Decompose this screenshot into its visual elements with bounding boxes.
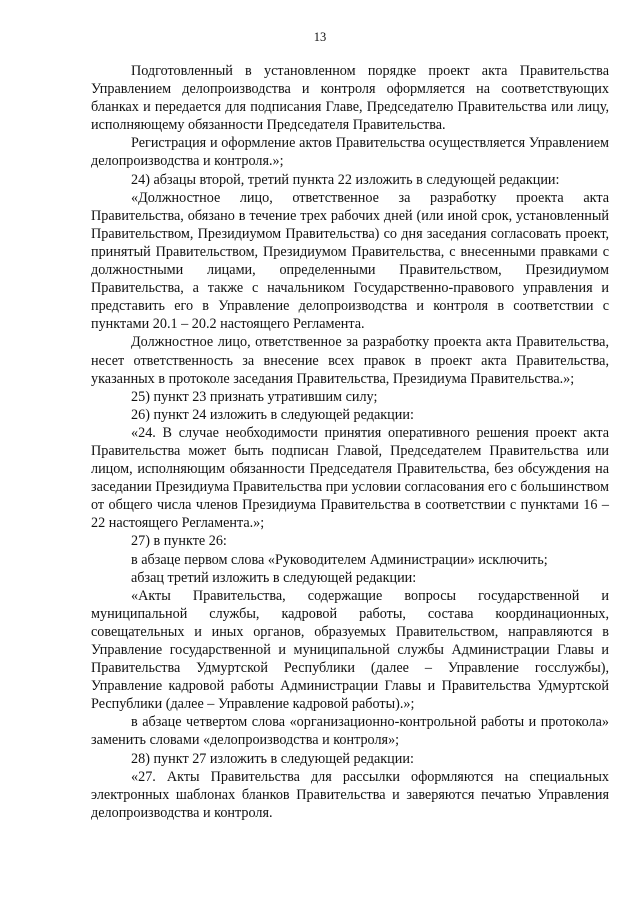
paragraph: 27) в пункте 26:	[131, 533, 227, 550]
paragraph: Регистрация и оформление актов Правительства осуществляется Управлением делопроизводства и контроля.»;	[91, 135, 609, 170]
paragraph: Должностное лицо, ответственное за разработку проекта акта Правительства, несет ответственность за внесение всех правок в проект акта Правительства, указанных в протоколе заседания Правительства, Президиума Правительства.»;	[91, 334, 609, 387]
paragraph: «27. Акты Правительства для рассылки оформляются на специальных электронных шаблонах бланков Правительства и заверяются печатью Управления делопроизводства и контроля.	[91, 768, 609, 821]
paragraph: 25) пункт 23 признать утратившим силу;	[131, 388, 378, 405]
paragraph: 28) пункт 27 изложить в следующей редакции:	[131, 750, 414, 767]
paragraph: в абзаце первом слова «Руководителем Администрации» исключить;	[131, 551, 548, 568]
paragraph: «24. В случае необходимости принятия оперативного решения проект акта Правительства может быть подписан Главой, Председателем Правительства или лицом, исполняющим обязанности Председателя Правительства, без обсуждения на заседании Президиума Правительства при условии согласования его с большинством от общего числа членов Президиума Правительства в соответствии с пунктами 16 – 22 настоящего Регламента.»;	[91, 424, 609, 532]
page-number: 13	[313, 30, 327, 44]
paragraph: 24) абзацы второй, третий пункта 22 изложить в следующей редакции:	[131, 171, 560, 188]
document-body	[91, 62, 609, 822]
paragraph: 26) пункт 24 изложить в следующей редакции:	[131, 406, 414, 423]
paragraph: «Акты Правительства, содержащие вопросы государственной и муниципальной службы, кадровой работы, состава координационных, совещательных и иных органов, образуемых Правительством, направляются в Управление государственной и муниципальной службы Администрации Главы и Правительства Удмуртской Республики (далее – Управление госслужбы), Управление кадровой работы Администрации Главы и Правительства Удмуртской Республики (далее – Управление кадровой работы).»;	[91, 587, 609, 713]
paragraph: Подготовленный в установленном порядке проект акта Правительства Управлением делопроизводства и контроля оформляется на соответствующих бланках и передается для подписания Главе, Председателю Правительства или лицу, исполняющему обязанности Председателя Правительства.	[91, 63, 609, 134]
paragraph: в абзаце четвертом слова «организационно-контрольной работы и протокола» заменить словами «делопроизводства и контроля»;	[91, 714, 609, 749]
paragraph: абзац третий изложить в следующей редакции:	[131, 569, 417, 586]
paragraph: «Должностное лицо, ответственное за разработку проекта акта Правительства, обязано в течение трех рабочих дней (или иной срок, установленный Правительством, Президиумом Правительства) со дня заседания согласовать проект, принятый Правительством, Президиумом Правительства, с внесенными правками с должностными лицами, определенными Правительством, Президиумом Правительства, а также с начальником Государственно-правового управления и представить его в Управление делопроизводства и контроля в соответствии с пунктами 20.1 – 20.2 настоящего Регламента.	[91, 189, 609, 333]
